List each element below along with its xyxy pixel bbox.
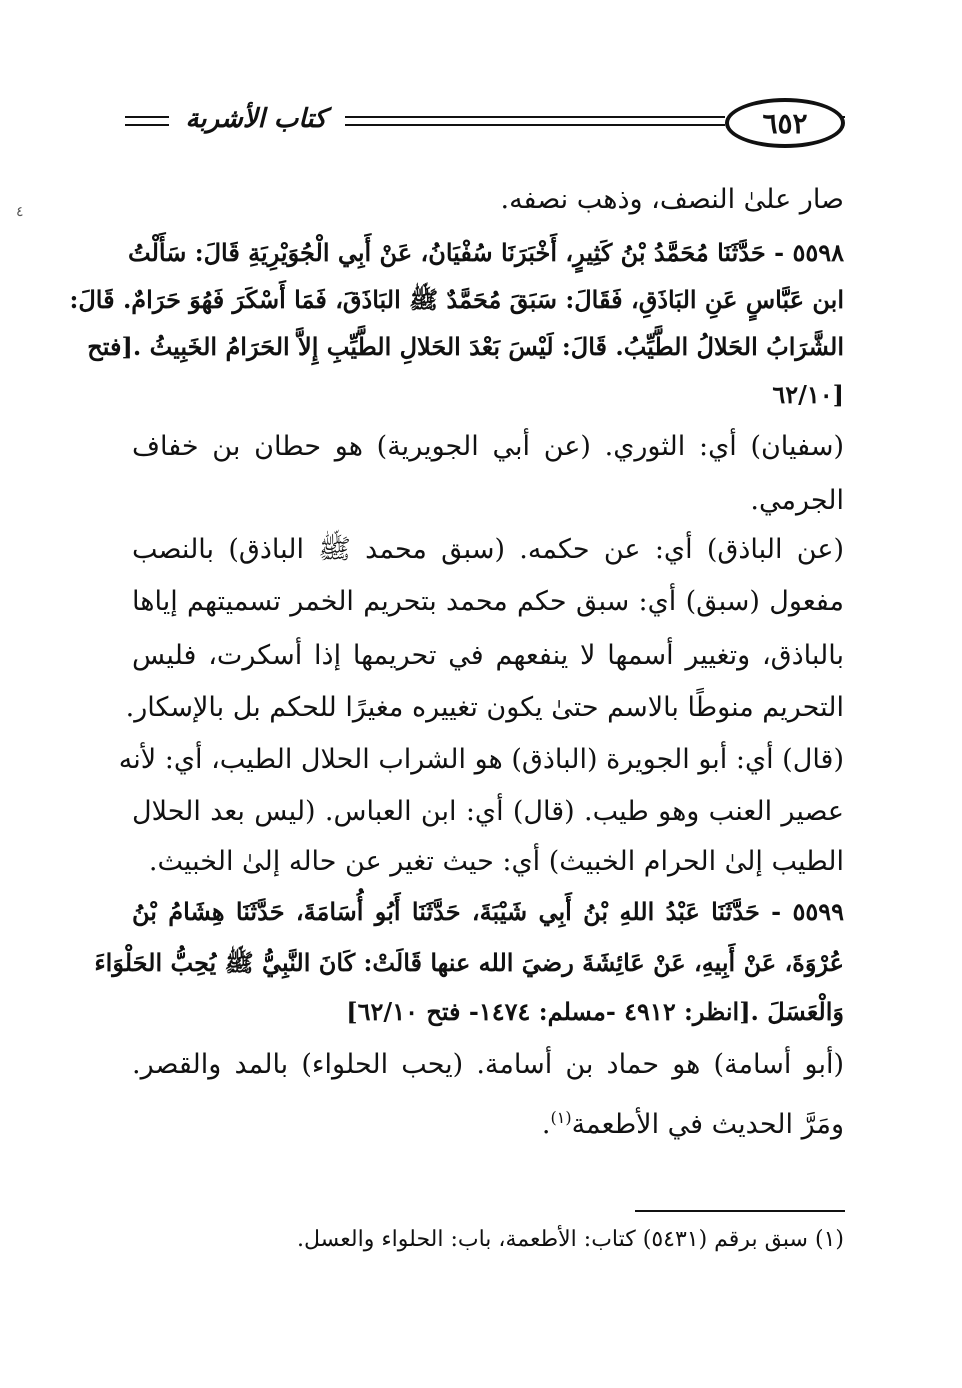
text-line: (سفيان) أي: الثوري. (عن أبي الجويرية) هو حطان بن خفاف bbox=[132, 431, 844, 462]
text-line: الطيب إلىٰ الحرام الخبيث) أي: حيث تغير عن حاله إلىٰ الخبيث. bbox=[148, 846, 844, 877]
text-line: صار علىٰ النصف، وذهب نصفه. bbox=[500, 184, 844, 215]
footnote-separator bbox=[635, 1210, 845, 1212]
text-line-end: . bbox=[541, 1109, 551, 1140]
hadith-line: [٦٢/١٠ bbox=[772, 380, 844, 409]
hadith-line: ٥٥٩٩ - حَدَّثَنَا عَبْدُ اللهِ بْنُ أَبِي شَيْبَةَ، حَدَّثَنَا أَبُو أُسَامَةَ، حَدَّثَنَا هِشَامُ بْنُ bbox=[132, 897, 844, 926]
text-line bbox=[132, 1098, 844, 1145]
text-line: (عن الباذق) أي: عن حكمه. (سبق محمد ﷺ الباذق) بالنصب bbox=[132, 534, 844, 565]
hadith-line: وَالْعَسَلَ .[انظر: ٤٩١٢ -مسلم: ١٤٧٤- فتح ٦٢/١٠] bbox=[346, 997, 844, 1026]
text-line-body: ومَرَّ الحديث في الأطعمة bbox=[571, 1109, 844, 1140]
header-rule-left-b bbox=[125, 124, 169, 126]
text-line: (أبو أسامة) هو حماد بن أسامة. (يحب الحلواء) بالمد والقصر. bbox=[132, 1049, 844, 1080]
header-rule-right bbox=[841, 116, 845, 118]
header-rule-left-a bbox=[125, 116, 169, 118]
footnote-marker: (١) bbox=[550, 1108, 572, 1127]
header-rule-mid-b bbox=[345, 124, 725, 126]
header-rule-mid-a bbox=[345, 116, 725, 118]
hadith-line: ٥٥٩٨ - حَدَّثَنَا مُحَمَّدُ بْنُ كَثِيرٍ، أَخْبَرَنَا سُفْيَانُ، عَنْ أَبِي الْجُوَيْرِيَةِ قَالَ: سَأَلْتُ bbox=[128, 238, 844, 267]
text-line: التحريم منوطًا بالاسم حتىٰ يكون تغييره مغيرًا للحكم بل بالإسكار. bbox=[125, 692, 844, 723]
hadith-line: الشَّرَابُ الحَلالُ الطَّيِّبُ. قَالَ: لَيْسَ بَعْدَ الحَلالِ الطَّيِّبِ إِلاَّ الحَرَامُ الخَبِيثُ .[فتح bbox=[87, 332, 844, 361]
text-line: الجرمي. bbox=[750, 485, 844, 516]
page-number: ٦٥٢ bbox=[725, 98, 845, 148]
margin-mark: ٤ bbox=[16, 204, 24, 220]
hadith-line: ابن عَبَّاسٍ عَنِ البَاذَقِ، فَقَالَ: سَبَقَ مُحَمَّدٌ ﷺ البَاذَقَ، فَمَا أَسْكَرَ فَهُوَ حَرَامٌ. قَالَ: bbox=[69, 285, 844, 314]
text-line: (قال) أي: أبو الجويرة (الباذق) هو الشراب الحلال الطيب، أي: لأنه bbox=[118, 744, 844, 775]
text-line: بالباذق، وتغيير أسمها لا ينفعهم في تحريمها إذا أسكرت، فليس bbox=[132, 640, 844, 671]
hadith-line: عُرْوَةَ، عَنْ أَبِيهِ، عَنْ عَائِشَةَ رضيَ الله عنها قَالَتْ: كَانَ النَّبِيُّ ﷺ يُحِبُّ الحَلْوَاءَ bbox=[94, 948, 844, 977]
page-header bbox=[125, 96, 845, 156]
footnote: (١) سبق برقم (٥٤٣١) كتاب: الأطعمة، باب: الحلواء والعسل. bbox=[297, 1227, 844, 1252]
book-title: كتاب الأشربة bbox=[185, 104, 327, 134]
text-line: مفعول (سبق) أي: سبق حكم محمد بتحريم الخمر تسميتهم إياها bbox=[132, 586, 844, 617]
text-line: عصير العنب وهو طيب. (قال) أي: ابن العباس. (ليس بعد الحلال bbox=[132, 796, 844, 827]
